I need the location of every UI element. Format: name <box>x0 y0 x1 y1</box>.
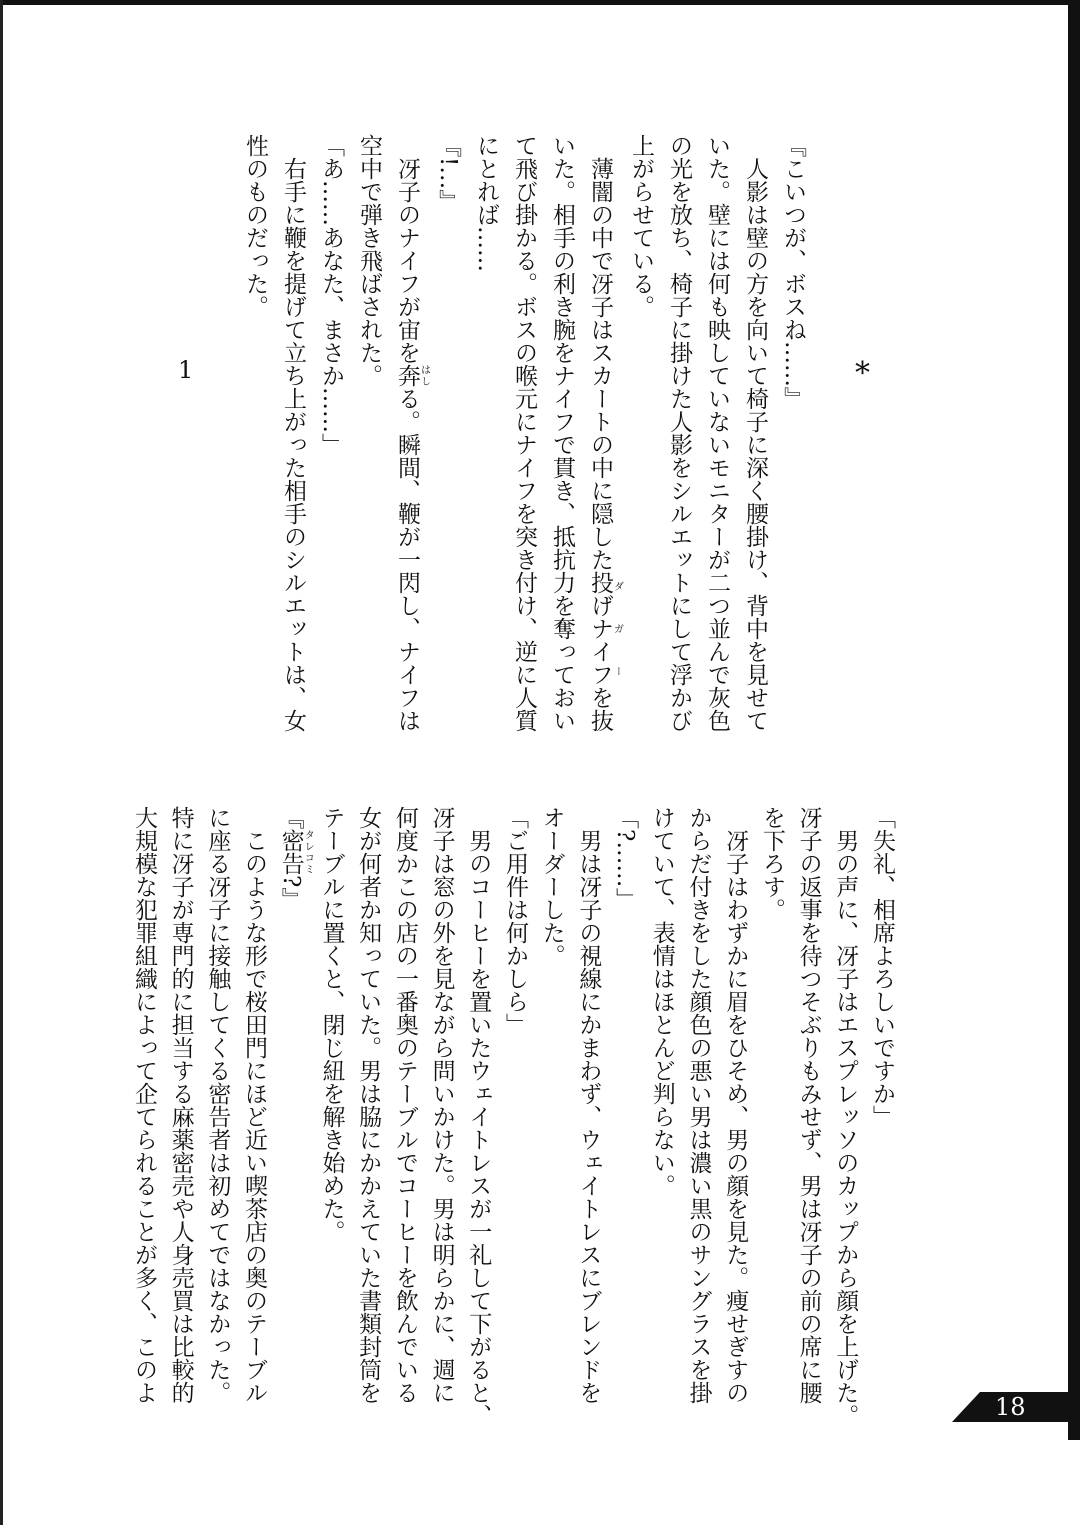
ruby-annotation: 奔はし <box>394 364 430 387</box>
text-column: からだ付きをした顔色の悪い男は濃い黒のサングラスを掛 <box>685 806 712 1404</box>
text-column: いた。相手の利き腕をナイフで貫き、抵抗力を奪っておい <box>549 134 575 732</box>
text-column: 大規模な犯罪組織によって企てられることが多く、このよ <box>130 806 157 1404</box>
text-column: 『密告タレコミ?』 <box>277 806 314 911</box>
text-column: 上がらせている。 <box>628 134 654 318</box>
text-column: このような形で桜田門にほど近い喫茶店の奥のテーブル <box>241 806 268 1404</box>
ruby-annotation: 密告タレコミ <box>277 829 314 875</box>
text-column: オーダーした。 <box>538 806 565 967</box>
page-number: 18 <box>995 1393 1026 1421</box>
text-column: 「失礼、相席よろしいですか」 <box>869 806 895 1128</box>
text-column: 性のものだった。 <box>242 134 268 318</box>
text-column: 空中で弾き飛ばされた。 <box>356 134 382 387</box>
ruby-annotation: 投げナイフダガー <box>587 571 623 686</box>
text-column: 冴子はわずかに眉をひそめ、男の顔を見た。痩せぎすの <box>722 806 749 1404</box>
text-column: て飛び掛かる。ボスの喉元にナイフを突き付け、逆に人質 <box>511 134 537 732</box>
text-block-bottom <box>125 806 900 1427</box>
text-column: にとれば…… <box>473 134 499 272</box>
text-column: いた。壁には何も映していないモニターが二つ並んで灰色 <box>704 134 730 732</box>
section-number: 1 <box>178 356 194 384</box>
text-column: 『!…』 <box>435 134 461 213</box>
text-column: 冴子は窓の外を見ながら問いかけた。男は明らかに、週に <box>428 806 455 1404</box>
text-column: 「?……」 <box>612 806 639 911</box>
text-column: の光を放ち、椅子に掛けた人影をシルエットにして浮かび <box>666 134 692 732</box>
text-column: に座る冴子に接触してくる密告者は初めてではなかった。 <box>204 806 231 1404</box>
text-column: テーブルに置くと、閉じ紐を解き始めた。 <box>318 806 345 1243</box>
scan-edge-right <box>1068 0 1080 1440</box>
text-column: 薄闇の中で冴子はスカートの中に隠した投げナイフダガーを抜 <box>587 134 623 732</box>
text-column: 男のコーヒーを置いたウェイトレスが一礼して下がると、 <box>465 806 492 1427</box>
text-column: 女が何者か知っていた。男は脇にかかえていた書類封筒を <box>355 806 382 1404</box>
text-column: 冴子のナイフが宙を奔はしる。瞬間、鞭が一閃し、ナイフは <box>394 134 430 732</box>
text-column: 男の声に、冴子はエスプレッソのカップから顔を上げた。 <box>832 806 859 1427</box>
text-block-top <box>236 134 812 744</box>
text-column: 何度かこの店の一番奥のテーブルでコーヒーを飲んでいる <box>391 806 418 1404</box>
text-column: 特に冴子が専門的に担当する麻薬密売や人身売買は比較的 <box>167 806 194 1404</box>
text-column: 冴子の返事を待つそぶりもみせず、男は冴子の前の席に腰 <box>795 806 822 1404</box>
scan-edge-top <box>0 0 1080 5</box>
text-column: 人影は壁の方を向いて椅子に深く腰掛け、背中を見せて <box>742 134 768 732</box>
text-column: 右手に鞭を提げて立ち上がった相手のシルエットは、女 <box>280 134 306 732</box>
scan-edge-left <box>0 0 3 1525</box>
scene-break-marker: * <box>855 356 870 391</box>
text-column: 「ご用件は何かしら」 <box>501 806 528 1036</box>
text-column: 「あ……あなた、まさか……」 <box>318 134 344 456</box>
text-column: けていて、表情はほとんど判らない。 <box>648 806 675 1197</box>
text-column: 『こいつが、ボスね……』 <box>780 134 806 410</box>
text-column: 男は冴子の視線にかまわず、ウェイトレスにブレンドを <box>575 806 602 1404</box>
text-column: を下ろす。 <box>758 806 785 921</box>
